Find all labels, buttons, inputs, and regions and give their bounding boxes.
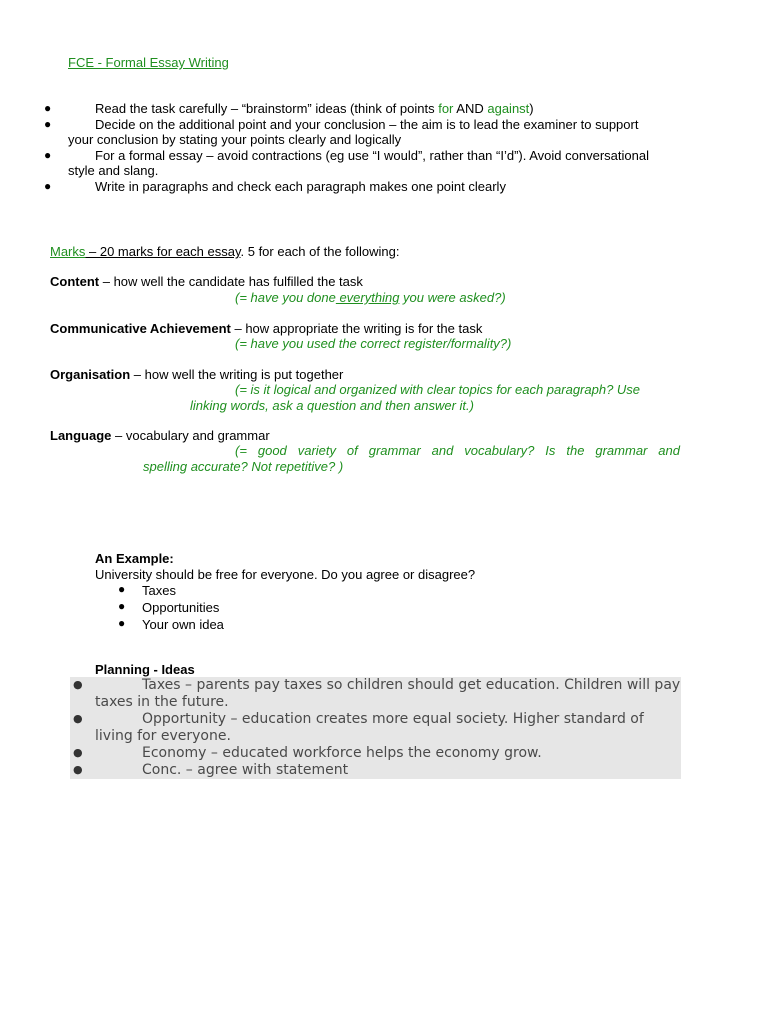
list-item: ● Conc. – agree with statement: [73, 762, 349, 778]
list-item: ● Decide on the additional point and your conclusion – the aim is to lead the examiner to support your conclusion by stating your points clearly and logically: [44, 116, 639, 147]
criterion-language-note-line1: (= good variety of grammar and vocabulary? Is the grammar and: [235, 443, 680, 458]
criterion-communicative-note: (= have you used the correct register/formality?): [235, 336, 512, 351]
criterion-language-note-line2: spelling accurate? Not repetitive? ): [143, 459, 344, 474]
bullet-icon: ●: [118, 616, 126, 630]
example-heading: An Example:: [95, 551, 174, 566]
bullet-icon: ●: [44, 178, 52, 193]
criterion-language: Language – vocabulary and grammar: [50, 428, 270, 443]
criterion-content-note: (= have you done everything you were asked?): [235, 290, 506, 305]
list-item: ● Opportunities: [118, 599, 220, 615]
list-item: ● For a formal essay – avoid contractions (eg use “I would”, rather than “I’d”). Avoid conversational style and slang.: [44, 147, 649, 178]
bullet-icon: ●: [118, 599, 126, 613]
criterion-content: Content – how well the candidate has fulfilled the task: [50, 274, 363, 289]
bullet-icon: ●: [44, 101, 52, 115]
list-item: ● Read the task carefully – “brainstorm” ideas (think of points for AND against): [44, 101, 534, 116]
list-item: ● Taxes: [118, 582, 176, 598]
bullet-icon: ●: [73, 746, 83, 759]
planning-heading: Planning - Ideas: [95, 662, 195, 677]
bullet-icon: ●: [73, 678, 83, 691]
bullet-icon: ●: [118, 582, 126, 596]
bullet-icon: ●: [44, 116, 52, 131]
list-item: ● Write in paragraphs and check each paragraph makes one point clearly: [44, 178, 506, 194]
criterion-organisation: Organisation – how well the writing is put together: [50, 367, 344, 382]
marks-line: Marks – 20 marks for each essay. 5 for each of the following:: [50, 244, 400, 259]
bullet-icon: ●: [44, 147, 52, 162]
criterion-organisation-note-line1: (= is it logical and organized with clear topics for each paragraph? Use: [235, 382, 641, 397]
example-question: University should be free for everyone. Do you agree or disagree?: [95, 567, 476, 582]
list-item: ● Opportunity – education creates more equal society. Higher standard of living for everyone.: [73, 711, 644, 744]
bullet-icon: ●: [73, 763, 83, 776]
list-item: ● Your own idea: [118, 616, 224, 632]
list-item: ● Economy – educated workforce helps the economy grow.: [73, 745, 542, 761]
for-word: for: [438, 101, 454, 116]
criterion-communicative: Communicative Achievement – how appropriate the writing is for the task: [50, 321, 483, 336]
page-title: FCE - Formal Essay Writing: [68, 55, 229, 70]
list-item: ● Taxes – parents pay taxes so children should get education. Children will pay taxes in the future.: [73, 677, 681, 710]
planning-highlight-box: [70, 677, 681, 779]
against-word: against: [487, 101, 530, 116]
tips-list: [44, 101, 664, 194]
bullet-icon: ●: [73, 712, 83, 725]
example-list: [118, 582, 224, 633]
criterion-organisation-note-line2: linking words, ask a question and then answer it.): [190, 398, 474, 413]
